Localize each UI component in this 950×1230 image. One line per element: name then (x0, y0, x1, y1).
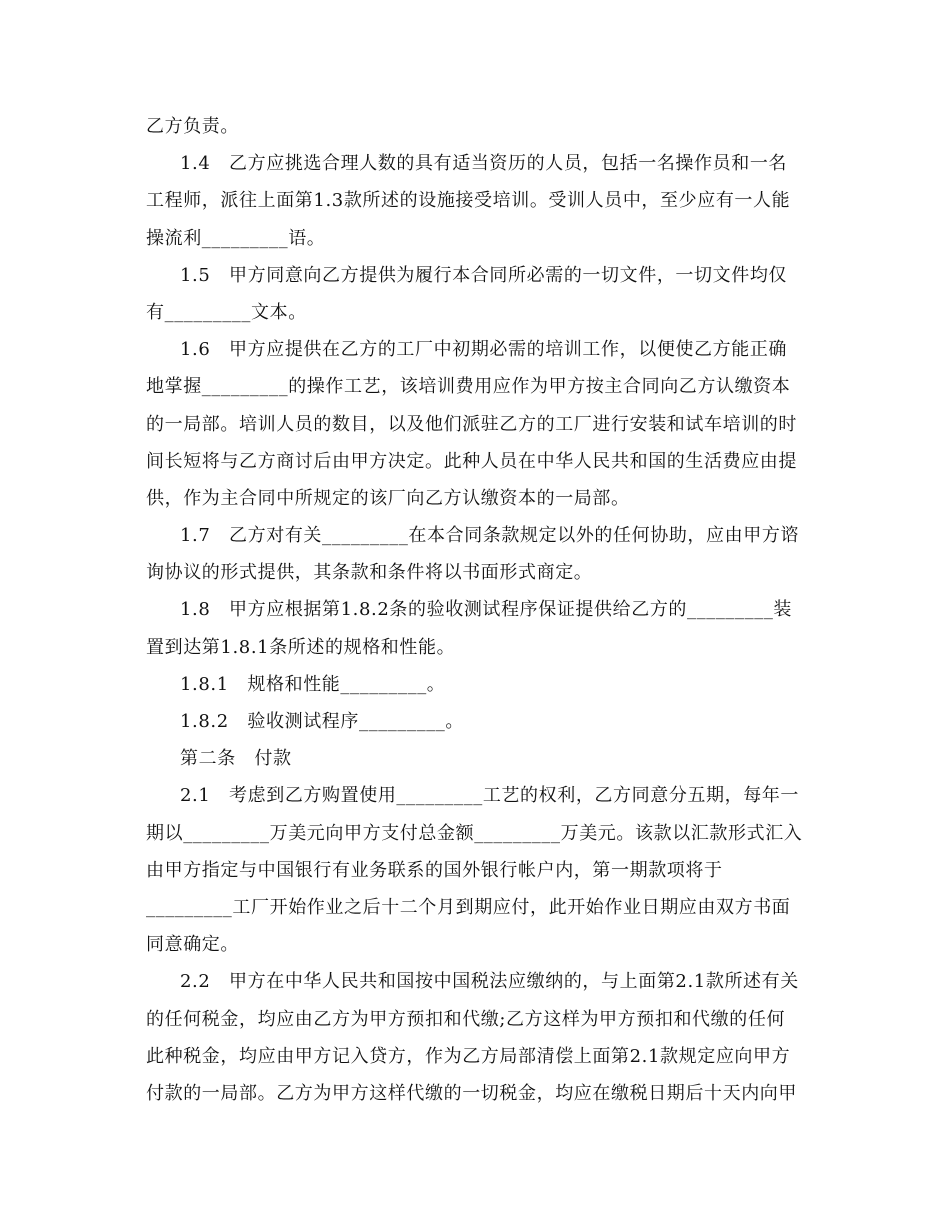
article-2-heading: 第二条 付款 (180, 748, 292, 770)
text-line: 的任何税金，均应由乙方为甲方预扣和代缴;乙方这样为甲方预扣和代缴的任何 (146, 1008, 786, 1030)
text-line: 地掌握_________的操作工艺，该培训费用应作为甲方按主合同向乙方认缴资本 (146, 376, 791, 398)
text-line: _________工厂开始作业之后十二个月到期应付，此开始作业日期应由双方书面 (146, 896, 791, 918)
text-line: 由甲方指定与中国银行有业务联系的国外银行帐户内，第一期款项将于 (146, 859, 723, 881)
text-line: 间长短将与乙方商讨后由甲方决定。此种人员在中华人民共和国的生活费应由提 (146, 450, 797, 472)
text-line: 的一局部。培训人员的数目，以及他们派驻乙方的工厂进行安装和试车培训的时 (146, 413, 797, 435)
clause-2-1-line: 2.1 考虑到乙方购置使用_________工艺的权利，乙方同意分五期，每年一 (180, 785, 800, 807)
text-line: 操流利_________语。 (146, 227, 326, 249)
text-line: 工程师，派往上面第1.3款所述的设施接受培训。受训人员中，至少应有一人能 (146, 190, 791, 212)
clause-1-4-line: 1.4 乙方应挑选合理人数的具有适当资历的人员，包括一名操作员和一名 (180, 153, 788, 175)
clause-1-6-line: 1.6 甲方应提供在乙方的工厂中初期必需的培训工作，以便使乙方能正确 (180, 339, 788, 361)
contract-text (146, 108, 811, 1112)
text-line: 供，作为主合同中所规定的该厂向乙方认缴资本的一局部。 (146, 487, 630, 509)
text-line: 询协议的形式提供，其条款和条件将以书面形式商定。 (146, 562, 593, 584)
clause-1-8-line: 1.8 甲方应根据第1.8.2条的验收测试程序保证提供给乙方的_________装 (180, 599, 793, 621)
clause-2-2-line: 2.2 甲方在中华人民共和国按中国税法应缴纳的，与上面第2.1款所述有关 (180, 971, 799, 993)
text-line: 付款的一局部。乙方为甲方这样代缴的一切税金，均应在缴税日期后十天内向甲 (146, 1082, 797, 1104)
text-line: 同意确定。 (146, 934, 239, 956)
text-line: 期以_________万美元向甲方支付总金额_________万美元。该款以汇款形式汇入 (146, 822, 803, 844)
clause-1-8-2-line: 1.8.2 验收测试程序_________。 (180, 711, 464, 732)
clause-1-5-line: 1.5 甲方同意向乙方提供为履行本合同所必需的一切文件，一切文件均仅 (180, 264, 788, 286)
text-line: 此种税金，均应由甲方记入贷方，作为乙方局部清偿上面第2.1款规定应向甲方 (146, 1045, 791, 1067)
text-line: 乙方负责。 (146, 116, 239, 137)
text-line: 置到达第1.8.1条所述的规格和性能。 (146, 636, 456, 658)
clause-1-7-line: 1.7 乙方对有关_________在本合同条款规定以外的任何协助，应由甲方谘 (180, 525, 800, 547)
text-line: 有_________文本。 (146, 301, 307, 323)
clause-1-8-1-line: 1.8.1 规格和性能_________。 (180, 673, 446, 695)
